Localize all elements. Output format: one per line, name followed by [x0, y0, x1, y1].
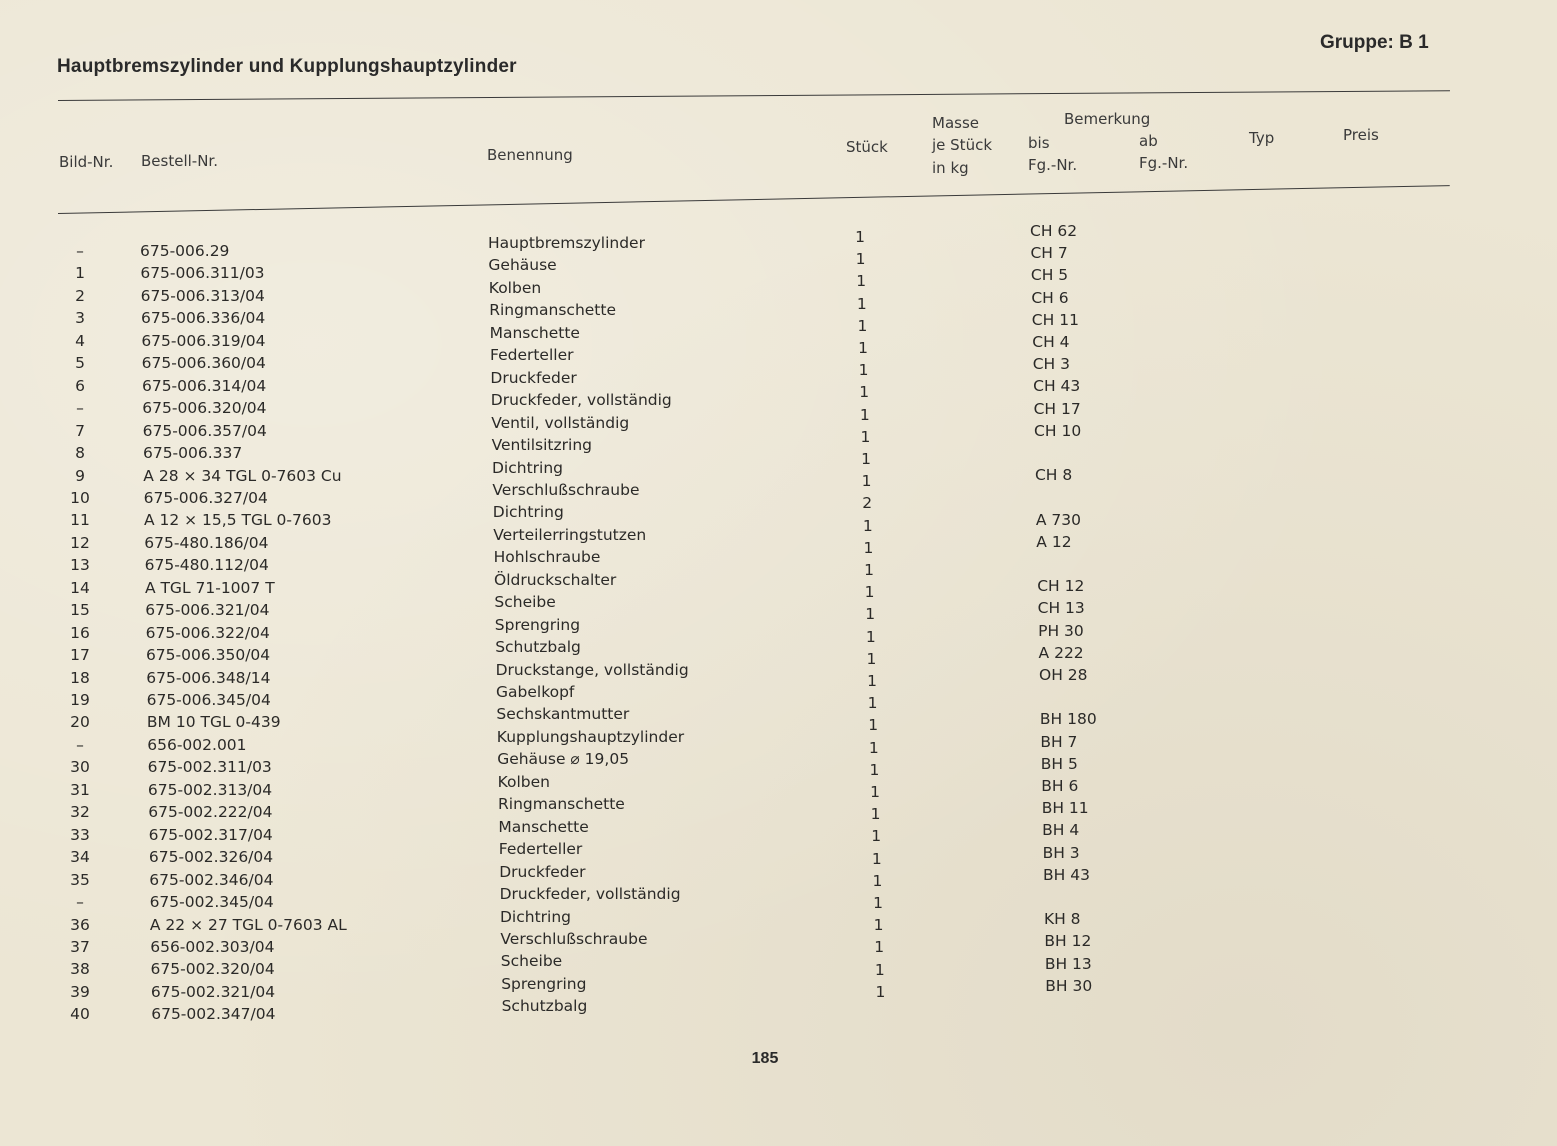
row-bild-nr: 30 [70, 758, 90, 777]
row-bestell-nr: 675-002.222/04 [148, 803, 273, 822]
row-bild-nr: 4 [75, 331, 85, 350]
row-bild-nr: 38 [70, 960, 90, 979]
header-bis: bis [1028, 134, 1050, 152]
row-bild-nr: 7 [75, 421, 85, 440]
row-benennung: Sprengring [494, 615, 581, 634]
row-bestell-nr: 675-002.347/04 [151, 1005, 276, 1024]
row-bild-nr: 35 [70, 870, 90, 889]
row-stueck: 1 [865, 627, 876, 646]
row-stueck: 1 [866, 649, 877, 668]
row-bild-nr: 33 [70, 825, 90, 844]
row-bestell-nr: 675-006.350/04 [145, 646, 271, 665]
row-bestell-nr: 675-006.311/03 [140, 264, 265, 283]
row-bestell-nr: A 28 × 34 TGL 0-7603 Cu [143, 466, 342, 485]
row-bild-nr: 8 [75, 444, 85, 463]
row-stueck: 1 [871, 827, 882, 846]
header-ab-fg-nr: Fg.-Nr. [1139, 154, 1189, 172]
row-bild-nr: 39 [70, 982, 90, 1001]
row-bild-nr: 5 [75, 354, 85, 373]
row-bild-nr: 31 [70, 780, 90, 799]
row-bemerkung-bis: BH 7 [1040, 732, 1078, 751]
row-stueck: 1 [856, 272, 867, 291]
row-benennung: Verteilerringstutzen [493, 525, 647, 544]
row-benennung: Ringmanschette [489, 301, 616, 320]
row-bemerkung-bis: KH 8 [1043, 910, 1081, 929]
header-bis-fg-nr: Fg.-Nr. [1028, 156, 1078, 174]
row-bestell-nr: 675-002.320/04 [150, 960, 275, 979]
row-bestell-nr: A 22 × 27 TGL 0-7603 AL [149, 915, 347, 934]
row-stueck: 1 [870, 783, 880, 801]
row-stueck: 1 [869, 760, 880, 779]
row-benennung: Dichtring [500, 907, 572, 926]
header-typ: Typ [1249, 129, 1275, 147]
row-bestell-nr: 675-480.186/04 [144, 533, 269, 552]
row-bemerkung-bis: BH 180 [1039, 710, 1097, 729]
row-bemerkung-bis: BH 12 [1044, 932, 1092, 951]
row-benennung: Federteller [498, 840, 583, 859]
row-bestell-nr: 675-006.348/14 [146, 668, 271, 687]
header-masse-line1: Masse [932, 114, 979, 132]
row-bestell-nr: 675-006.357/04 [142, 421, 267, 440]
row-bestell-nr: 675-006.321/04 [145, 601, 270, 620]
row-bestell-nr: 675-006.314/04 [141, 376, 267, 395]
row-stueck: 2 [862, 494, 873, 513]
row-bild-nr: 11 [70, 511, 90, 530]
row-benennung: Federteller [490, 346, 574, 365]
row-bestell-nr: 675-002.321/04 [150, 982, 276, 1001]
row-stueck: 1 [858, 361, 869, 380]
row-benennung: Kupplungshauptzylinder [496, 727, 685, 746]
row-bestell-nr: 675-480.112/04 [144, 556, 269, 575]
row-bemerkung-bis: CH 11 [1031, 310, 1079, 329]
row-bestell-nr: 675-002.313/04 [147, 780, 273, 799]
row-bemerkung-bis: BH 11 [1041, 799, 1089, 818]
row-stueck: 1 [868, 738, 879, 757]
row-stueck: 1 [867, 694, 878, 713]
row-benennung: Druckfeder, vollständig [490, 391, 672, 410]
row-bemerkung-bis: CH 8 [1034, 466, 1073, 485]
page-title: Hauptbremszylinder und Kupplungshauptzylinder [57, 56, 517, 77]
row-bild-nr: 37 [70, 937, 90, 956]
header-masse-line2: je Stück [932, 136, 993, 154]
row-bestell-nr: 675-006.322/04 [145, 623, 270, 642]
row-benennung: Manschette [489, 323, 580, 342]
row-bild-nr: 32 [70, 803, 90, 822]
row-bild-nr: 10 [70, 488, 90, 507]
row-bemerkung-bis: BH 5 [1040, 754, 1078, 773]
row-benennung: Sprengring [501, 974, 587, 993]
header-masse-line3: in kg [932, 159, 969, 177]
row-stueck: 1 [861, 472, 872, 491]
row-bild-nr: 34 [70, 848, 90, 867]
row-benennung: Scheibe [500, 952, 563, 971]
row-benennung: Manschette [498, 817, 589, 836]
row-stueck: 1 [855, 250, 866, 269]
row-stueck: 1 [872, 871, 883, 890]
row-bestell-nr: 675-002.345/04 [149, 893, 274, 912]
row-bemerkung-bis: CH 12 [1037, 577, 1085, 596]
row-benennung: Gabelkopf [496, 683, 575, 701]
row-benennung: Hohlschraube [493, 548, 601, 567]
row-benennung: Druckfeder, vollständig [499, 885, 681, 904]
row-benennung: Verschlußschraube [492, 480, 640, 499]
row-bemerkung-bis: CH 7 [1030, 244, 1068, 263]
row-benennung: Schutzbalg [501, 997, 588, 1016]
row-benennung: Sechskantmutter [496, 705, 630, 724]
row-bemerkung-bis: CH 3 [1032, 355, 1070, 374]
group-label: Gruppe: B 1 [1320, 32, 1429, 53]
row-bemerkung-bis: BH 3 [1042, 843, 1080, 862]
row-stueck: 1 [863, 538, 874, 557]
row-bemerkung-bis: BH 4 [1042, 821, 1080, 840]
row-stueck: 1 [858, 339, 868, 357]
row-stueck: 1 [867, 672, 877, 690]
row-benennung: Ringmanschette [498, 795, 625, 814]
row-bestell-nr: 675-006.327/04 [143, 488, 268, 507]
row-stueck: 1 [862, 516, 873, 535]
row-benennung: Öldruckschalter [494, 570, 617, 589]
row-bestell-nr: A TGL 71-1007 T [144, 578, 275, 597]
row-bestell-nr: 675-006.360/04 [141, 354, 266, 373]
row-stueck: 1 [856, 294, 867, 313]
row-bestell-nr: 675-006.320/04 [142, 399, 267, 418]
row-bild-nr: 19 [70, 691, 90, 709]
row-stueck: 1 [859, 383, 870, 402]
row-stueck: 1 [859, 405, 870, 424]
row-bestell-nr: 675-006.319/04 [141, 331, 266, 350]
row-benennung: Kolben [488, 278, 542, 297]
row-bemerkung-bis: CH 6 [1031, 288, 1069, 307]
row-bild-nr: 15 [70, 601, 90, 620]
row-bild-nr: 6 [75, 376, 85, 395]
row-benennung: Verschlußschraube [500, 929, 648, 948]
header-ab: ab [1139, 132, 1158, 150]
row-benennung: Gehäuse [488, 256, 557, 275]
row-bemerkung-bis: CH 10 [1034, 421, 1082, 440]
row-bemerkung-bis: CH 17 [1033, 399, 1081, 418]
row-stueck: 1 [871, 849, 882, 868]
row-benennung: Schutzbalg [495, 638, 581, 657]
row-bemerkung-bis: CH 62 [1030, 222, 1078, 240]
row-bild-nr: – [76, 242, 84, 260]
row-bild-nr: 13 [70, 556, 90, 575]
row-bestell-nr: 675-006.345/04 [146, 691, 271, 709]
row-benennung: Dichtring [492, 503, 564, 522]
header-bemerkung: Bemerkung [1064, 110, 1151, 128]
row-bild-nr: 36 [70, 915, 90, 934]
row-bestell-nr: 675-002.317/04 [148, 825, 273, 844]
row-bestell-nr: A 12 × 15,5 TGL 0-7603 [143, 511, 332, 530]
row-bestell-nr: 675-002.326/04 [148, 848, 274, 867]
row-benennung: Ventil, vollständig [491, 413, 630, 432]
row-benennung: Druckstange, vollständig [495, 660, 689, 679]
row-benennung: Kolben [497, 772, 550, 791]
row-bestell-nr: 675-006.313/04 [140, 286, 265, 305]
row-bild-nr: 3 [75, 309, 85, 328]
row-bild-nr: 9 [75, 466, 85, 485]
row-benennung: Scheibe [494, 593, 556, 612]
row-benennung: Dichtring [492, 458, 564, 477]
row-bild-nr: 1 [75, 264, 85, 283]
row-stueck: 1 [861, 450, 871, 468]
row-bemerkung-bis: PH 30 [1038, 621, 1084, 640]
row-bild-nr: 14 [70, 578, 90, 597]
row-bestell-nr: 675-006.29 [140, 242, 230, 260]
row-stueck: 1 [873, 916, 884, 935]
row-stueck: 1 [864, 561, 874, 579]
row-bild-nr: 12 [70, 533, 90, 552]
row-benennung: Druckfeder [499, 862, 586, 881]
row-bild-nr: 20 [70, 713, 90, 732]
row-bild-nr: 2 [75, 286, 85, 305]
header-preis: Preis [1343, 126, 1379, 144]
row-stueck: 1 [873, 894, 883, 912]
row-bemerkung-bis: A 12 [1036, 532, 1072, 551]
row-stueck: 1 [860, 427, 871, 446]
row-bild-nr: 18 [70, 668, 90, 687]
header-stueck: Stück [846, 138, 888, 156]
row-bild-nr: 17 [70, 646, 90, 665]
row-bemerkung-bis: A 730 [1035, 510, 1081, 529]
row-benennung: Ventilsitzring [491, 436, 592, 455]
row-bild-nr: – [76, 399, 84, 418]
row-bestell-nr: 675-006.337 [142, 444, 243, 463]
row-stueck: 1 [868, 716, 879, 735]
row-bild-nr: – [76, 893, 84, 912]
row-bestell-nr: 656-002.001 [147, 735, 247, 754]
header-bild-nr: Bild-Nr. [59, 153, 114, 171]
row-benennung: Gehäuse ⌀ 19,05 [497, 750, 630, 769]
row-stueck: 1 [864, 583, 875, 602]
header-bestell-nr: Bestell-Nr. [141, 152, 218, 170]
row-bestell-nr: 675-002.311/03 [147, 758, 272, 777]
page-number: 185 [751, 1050, 779, 1067]
header-benennung: Benennung [487, 146, 573, 164]
row-bemerkung-bis: A 222 [1038, 643, 1084, 662]
row-benennung: Druckfeder [490, 368, 577, 387]
row-bemerkung-bis: BH 6 [1041, 777, 1079, 795]
row-bild-nr: 16 [70, 623, 90, 642]
row-bemerkung-bis: OH 28 [1039, 666, 1088, 684]
row-stueck: 1 [855, 228, 865, 246]
row-bemerkung-bis: CH 4 [1032, 333, 1070, 351]
row-stueck: 1 [875, 982, 886, 1001]
row-bestell-nr: 675-006.336/04 [140, 309, 266, 328]
row-stueck: 1 [870, 805, 881, 824]
row-bemerkung-bis: CH 13 [1037, 599, 1085, 618]
row-bemerkung-bis: BH 43 [1043, 865, 1090, 884]
row-benennung: Hauptbremszylinder [488, 234, 645, 252]
row-bemerkung-bis: CH 43 [1033, 377, 1081, 396]
row-bestell-nr: BM 10 TGL 0-439 [146, 713, 281, 732]
row-bestell-nr: 675-002.346/04 [149, 870, 274, 889]
row-bild-nr: – [76, 735, 84, 754]
row-stueck: 1 [865, 605, 876, 624]
row-stueck: 1 [874, 960, 885, 979]
row-bemerkung-bis: BH 13 [1044, 954, 1092, 973]
row-bild-nr: 40 [70, 1005, 90, 1024]
row-bemerkung-bis: BH 30 [1045, 976, 1093, 995]
row-stueck: 1 [857, 316, 868, 335]
row-stueck: 1 [874, 938, 885, 957]
row-bemerkung-bis: CH 5 [1030, 266, 1069, 285]
row-bestell-nr: 656-002.303/04 [150, 937, 275, 956]
